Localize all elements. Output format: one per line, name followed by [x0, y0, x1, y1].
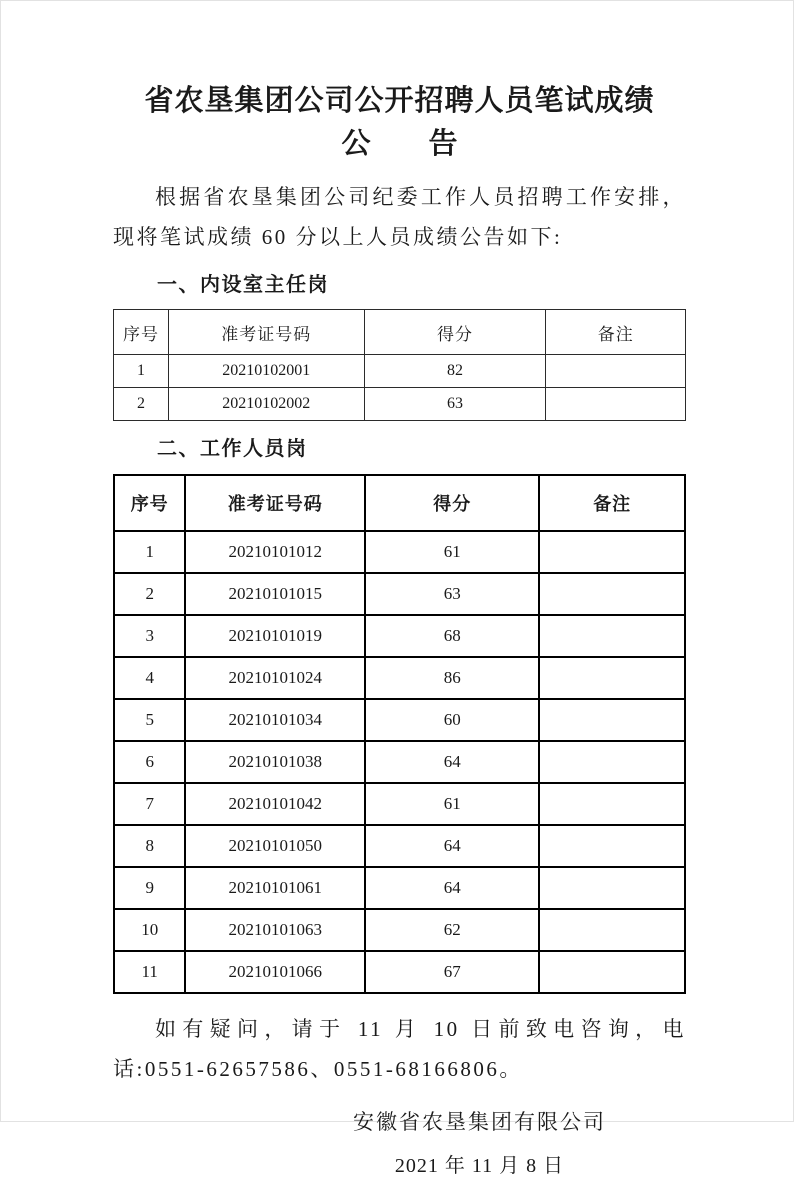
table-cell: 5: [114, 699, 185, 741]
table-cell: 6: [114, 741, 185, 783]
column-header-remark: 备注: [546, 310, 686, 355]
table-cell: 61: [365, 783, 539, 825]
table-cell: 67: [365, 951, 539, 993]
table-cell: [546, 355, 686, 388]
table-cell: 20210101042: [185, 783, 365, 825]
column-header-score: 得分: [364, 310, 546, 355]
table-row: [114, 388, 686, 421]
table-cell: 82: [364, 355, 546, 388]
table-cell: 63: [365, 573, 539, 615]
table-cell: 1: [114, 531, 185, 573]
table-cell: [539, 573, 685, 615]
table-cell: 20210102001: [168, 355, 364, 388]
score-table-director-post: [113, 309, 686, 421]
table-cell: [539, 867, 685, 909]
table-cell: 20210101012: [185, 531, 365, 573]
signature-company: 安徽省农垦集团有限公司: [353, 1110, 606, 1134]
table-cell: 11: [114, 951, 185, 993]
table-cell: 20210101061: [185, 867, 365, 909]
signature-date: 2021 年 11 月 8 日: [394, 1155, 565, 1177]
table-cell: 68: [365, 615, 539, 657]
table-cell: [539, 657, 685, 699]
table-cell: 2: [114, 388, 169, 421]
table-row: [114, 699, 685, 741]
table-row: [114, 825, 685, 867]
table-cell: 64: [365, 825, 539, 867]
table-row: [114, 573, 685, 615]
table-cell: 20210101066: [185, 951, 365, 993]
table-header-row: [114, 475, 685, 531]
table-row: [114, 951, 685, 993]
score-table-staff-post: [113, 474, 686, 994]
table-cell: 20210101034: [185, 699, 365, 741]
table-cell: 20210101019: [185, 615, 365, 657]
table-header-row: [114, 310, 686, 355]
table-cell: 7: [114, 783, 185, 825]
table-cell: 20210101038: [185, 741, 365, 783]
table-row: [114, 741, 685, 783]
table-cell: 4: [114, 657, 185, 699]
table-cell: [546, 388, 686, 421]
signature-block: [113, 1105, 686, 1182]
table-cell: [539, 783, 685, 825]
table-cell: 20210101050: [185, 825, 365, 867]
column-header-remark: 备注: [539, 475, 685, 531]
table-row: [114, 657, 685, 699]
column-header-ticket-number: 准考证号码: [185, 475, 365, 531]
table-cell: 1: [114, 355, 169, 388]
section-heading-2: 二、工作人员岗: [157, 438, 308, 460]
section-heading-1: 一、内设室主任岗: [157, 274, 329, 296]
table-cell: 20210102002: [168, 388, 364, 421]
closing-paragraph: 如有疑问，请于 11 月 10 日前致电咨询，电话:0551-62657586、0551-68166806。: [113, 1017, 686, 1081]
table-cell: 20210101015: [185, 573, 365, 615]
column-header-ticket-number: 准考证号码: [168, 310, 364, 355]
table-cell: 86: [365, 657, 539, 699]
table-cell: 62: [365, 909, 539, 951]
table-cell: 61: [365, 531, 539, 573]
column-header-index: 序号: [114, 475, 185, 531]
table-row: [114, 783, 685, 825]
table-cell: 64: [365, 867, 539, 909]
table-cell: [539, 531, 685, 573]
table-cell: 2: [114, 573, 185, 615]
document-title-line1: 省农垦集团公司公开招聘人员笔试成绩: [144, 85, 655, 117]
table-cell: 64: [365, 741, 539, 783]
table-row: [114, 355, 686, 388]
table-row: [114, 909, 685, 951]
table-cell: [539, 951, 685, 993]
table-cell: [539, 615, 685, 657]
table-cell: 20210101024: [185, 657, 365, 699]
table-cell: 3: [114, 615, 185, 657]
table-cell: 8: [114, 825, 185, 867]
table-cell: [539, 825, 685, 867]
table-cell: [539, 741, 685, 783]
table-row: [114, 867, 685, 909]
table-cell: 10: [114, 909, 185, 951]
document-title-line2: 公 告: [341, 128, 458, 160]
table-cell: 9: [114, 867, 185, 909]
table-row: [114, 531, 685, 573]
intro-paragraph: 根据省农垦集团公司纪委工作人员招聘工作安排，现将笔试成绩 60 分以上人员成绩公告如下:: [113, 185, 686, 249]
table-cell: [539, 909, 685, 951]
table-cell: [539, 699, 685, 741]
table-cell: 20210101063: [185, 909, 365, 951]
table-cell: 60: [365, 699, 539, 741]
column-header-index: 序号: [114, 310, 169, 355]
table-cell: 63: [364, 388, 546, 421]
table-row: [114, 615, 685, 657]
column-header-score: 得分: [365, 475, 539, 531]
